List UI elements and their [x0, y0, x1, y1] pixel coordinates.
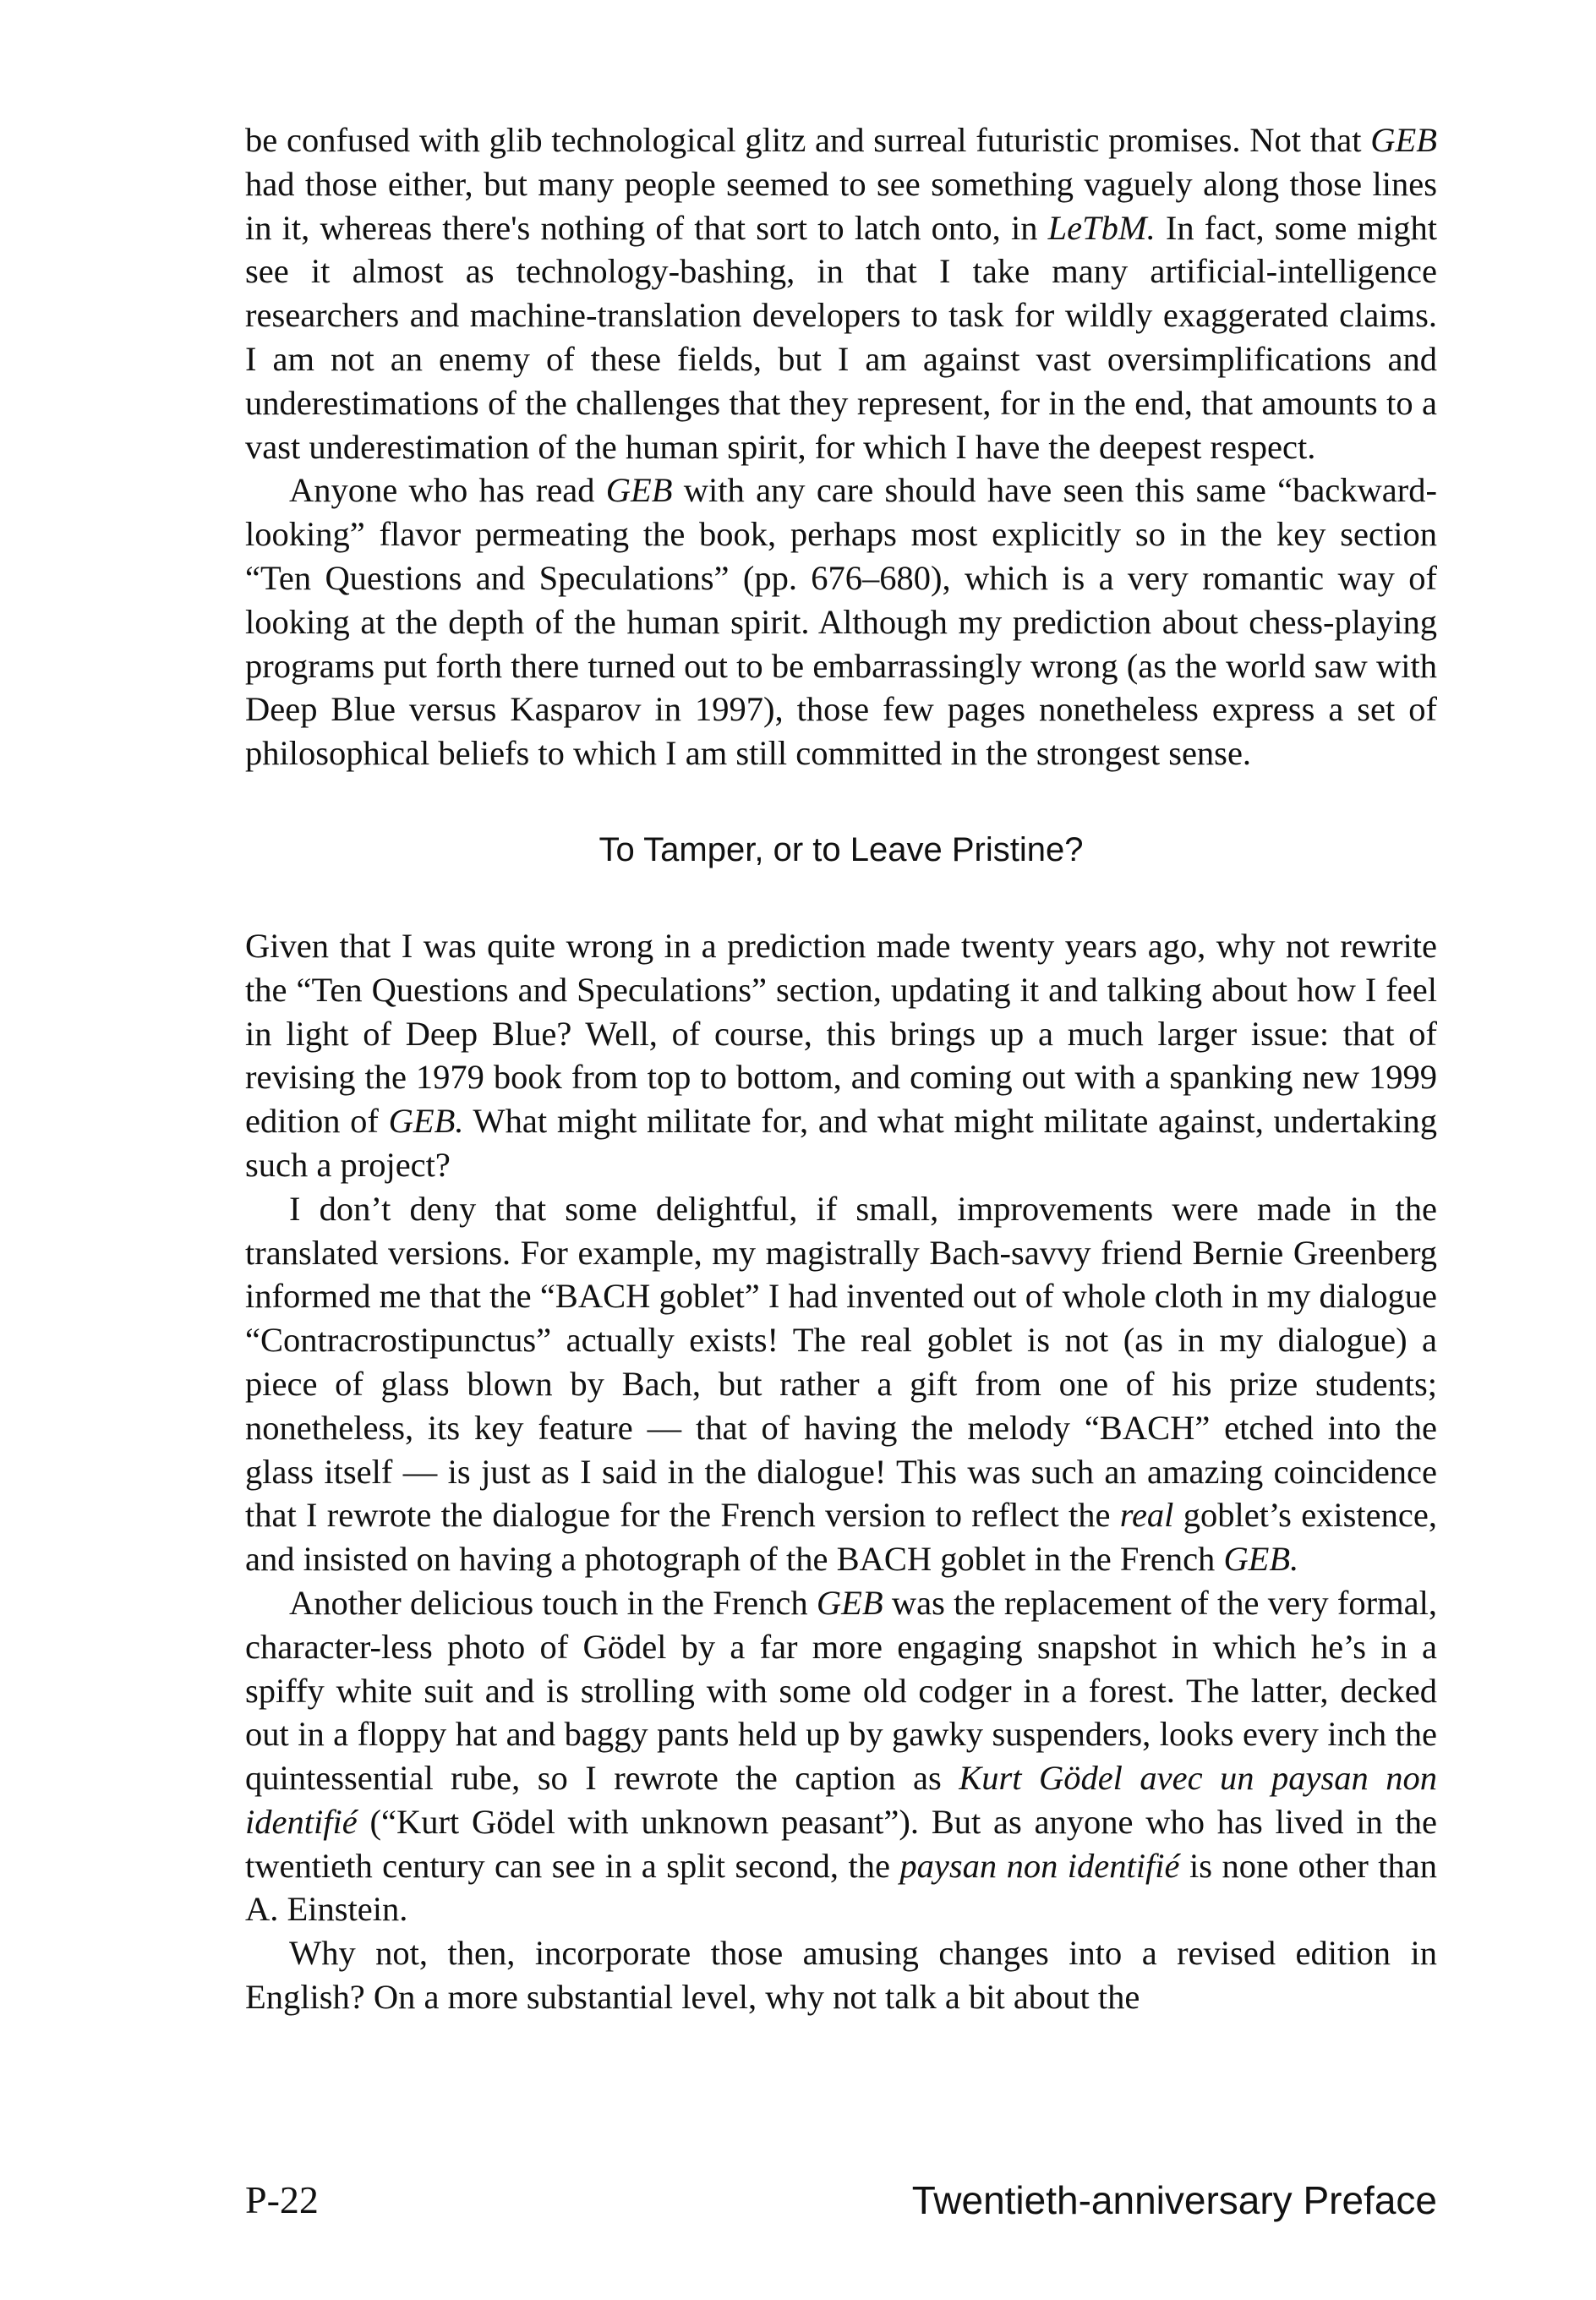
page-number: P-22 [245, 2178, 319, 2221]
text-segment: Given that I was quite wrong in a prediction made twenty years ago, why not rewrite the “Ten Questions and Speculations” section, updating it and talking about how I feel in light of Deep Blue? Well, of course, this brings up a much larger issue: that of revising the 1979 book from top to bottom, and coming out with a spanking new 1999 edition of [245, 926, 1437, 1141]
paragraph-6 [245, 1931, 1437, 2019]
italic-text: real [1119, 1496, 1174, 1535]
section-heading: To Tamper, or to Leave Pristine? [598, 830, 1084, 868]
italic-text: GEB [605, 471, 673, 510]
text-segment: In fact, some might see it almost as technology-bashing, in that I take many artificial-intelligence researchers and machine-translation developers to task for wildly exaggerated claims. I am not an enemy of these fields, but I am against vast oversimplifications and underestimations of the challenges that they represent, for in the end, that amounts to a vast underestimation of the human spirit, for which I have the deepest respect. [245, 208, 1437, 466]
text-segment: goblet’s existence, and insisted on having a photograph of the BACH goblet in the French [245, 1496, 1437, 1579]
paragraph-3 [245, 924, 1437, 1187]
paragraph-4 [245, 1187, 1437, 1581]
italic-text: GEB [816, 1583, 883, 1622]
text-segment: Why not, then, incorporate those amusing changes into a revised edition in English? On a more substantial level, why not talk a bit about the [245, 1934, 1437, 2017]
italic-text: GEB. [1223, 1540, 1299, 1579]
italic-text: GEB [1370, 121, 1437, 159]
running-title: Twentieth-anniversary Preface [911, 2178, 1437, 2222]
text-segment: (“Kurt Gödel with unknown peasant”). But as anyone who has lived in the twentieth century can see in a split second, the [245, 1802, 1437, 1885]
text-segment: be confused with glib technological glitz and surreal futuristic promises. Not that [245, 121, 1371, 159]
text-segment: had those either, but many people seemed to see something vaguely along those lines in it, whereas there's nothing of that sort to latch onto, in [245, 164, 1437, 247]
paragraph-5 [245, 1581, 1437, 1931]
text-segment: Anyone who has read [289, 471, 606, 510]
paragraph-2 [245, 468, 1437, 775]
text-segment: is none other than A. Einstein. [245, 1846, 1438, 1929]
text-segment: I don’t deny that some delightful, if small, improvements were made in the translated versions. For example, my magistrally Bach-savvy friend Bernie Greenberg informed me that the “BACH goblet” I had invented out of whole cloth in my dialogue “Contracrostipunctus” actually exists! The real goblet is not (as in my dialogue) a piece of glass blown by Bach, but rather a gift from one of his prize students; nonetheless, its key feature — that of having the melody “BACH” etched into the glass itself — is just as I said in the dialogue! This was such an amazing coincidence that I rewrote the dialogue for the French version to reflect the [245, 1189, 1437, 1535]
italic-text: GEB. [388, 1102, 464, 1141]
italic-text: LeTbM. [1047, 208, 1156, 247]
page-footer [245, 2177, 1437, 2228]
italic-text: paysan non identifié [899, 1846, 1180, 1885]
text-segment: was the replacement of the very formal, character-less photo of Gödel by a far more engaging snapshot in which he’s in a spiffy white suit and is strolling with some old codger in a forest. The latter, decked out in a floppy hat and baggy pants held up by gawky suspenders, looks every inch the quintessential rube, so I rewrote the caption as [245, 1583, 1438, 1798]
italic-text: Kurt Gödel avec un paysan non identifié [245, 1759, 1437, 1841]
paragraph-1 [245, 118, 1437, 468]
text-segment: with any care should have seen this same “backward-looking” flavor permeating the book, perhaps most explicitly so in the key section “Ten Questions and Speculations” (pp. 676–680), which is a very romantic way of looking at the depth of the human spirit. Although my prediction about chess-playing programs put forth there turned out to be embarrassingly wrong (as the world saw with Deep Blue versus Kasparov in 1997), those few pages nonetheless express a set of philosophical beliefs to which I am still committed in the strongest sense. [245, 471, 1437, 773]
page-body [245, 118, 1437, 2019]
text-segment: What might militate for, and what might militate against, undertaking such a project? [245, 1102, 1437, 1184]
text-segment: Another delicious touch in the French [289, 1583, 817, 1622]
